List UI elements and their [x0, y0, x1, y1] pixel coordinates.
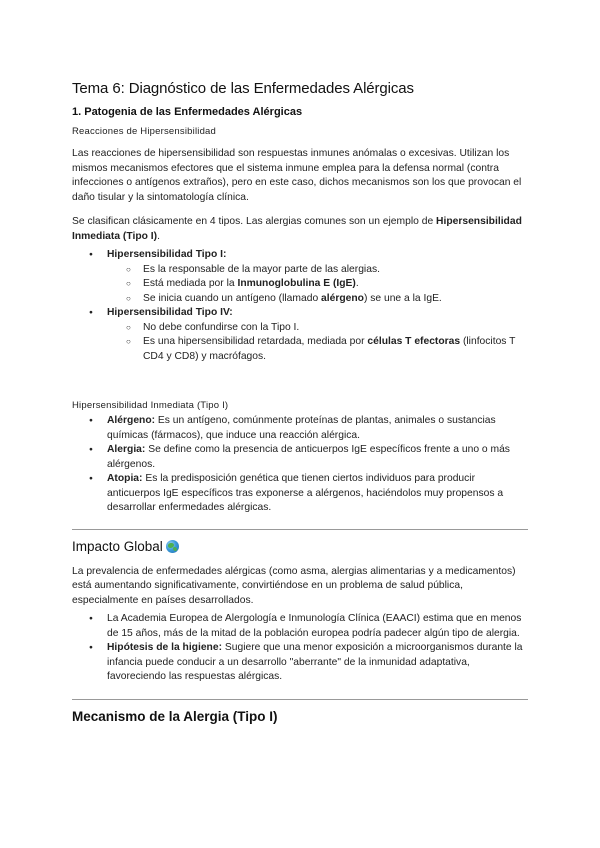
list-item: ○ Es la responsable de la mayor parte de las alergias.: [72, 263, 528, 278]
list-item-hygiene: ● Hipótesis de la higiene: Sugiere que una menor exposición a microorganismos durante la infancia puede conducir a un desarrollo "aberrante" de la inmunidad adaptativa, favoreciendo las respuestas alérgicas.: [72, 641, 528, 685]
list-item-type1: ● Hipersensibilidad Tipo I: ○ Es la responsable de la mayor parte de las alergias. ○ Está mediada por la Inmunoglobulina E (IgE). ○ Se inicia cuando un antígeno (llamado alérgeno) se une a la IgE.: [72, 248, 528, 306]
list-item-eaaci: ● La Academia Europea de Alergología e Inmunología Clínica (EAACI) estima que en menos de 15 años, más de la mitad de la población europea podría padecer algún tipo de alergia.: [72, 612, 528, 641]
list-item: ○ No debe confundirse con la Tipo I.: [72, 321, 528, 336]
document-page: [72, 80, 528, 735]
definitions-list: [72, 414, 528, 516]
paragraph-prevalence: La prevalencia de enfermedades alérgicas (como asma, alergias alimentarias y a medicamentos) está aumentando significativamente, convirtiéndose en un problema de salud pública, especialmente en países desarrollados.: [72, 565, 516, 606]
list-item-alergeno: ● Alérgeno: Es un antígeno, comúnmente proteínas de plantas, animales o sustancias químicas (fármacos), que induce una reacción alérgica.: [72, 414, 528, 443]
page-title: Tema 6: Diagnóstico de las Enfermedades Alérgicas: [72, 80, 414, 97]
section-heading-impacto: Impacto Global: [72, 539, 528, 554]
type4-sublist: [72, 321, 528, 365]
impact-list: [72, 612, 528, 685]
section-heading-mecanismo: Mecanismo de la Alergia (Tipo I): [72, 708, 278, 724]
list-item: ○ Se inicia cuando un antígeno (llamado alérgeno) se une a la IgE.: [72, 292, 528, 307]
type1-sublist: [72, 263, 528, 307]
subheading-reacciones: Reacciones de Hipersensibilidad: [72, 126, 217, 137]
list-item-type4: ● Hipersensibilidad Tipo IV: ○ No debe confundirse con la Tipo I. ○ Es una hipersensibilidad retardada, mediada por células T efectoras (linfocitos T CD4 y CD8) y macrófagos.: [72, 306, 528, 364]
section-heading-patogenia: 1. Patogenia de las Enfermedades Alérgicas: [72, 106, 303, 118]
globe-icon: [166, 540, 179, 553]
list-item: ○ Está mediada por la Inmunoglobulina E (IgE).: [72, 277, 528, 292]
list-item: ○ Es una hipersensibilidad retardada, mediada por células T efectoras (linfocitos T CD4 y CD8) y macrófagos.: [72, 335, 528, 364]
subheading-inmediata: Hipersensibilidad Inmediata (Tipo I): [72, 400, 229, 411]
list-item-atopia: ● Atopia: Es la predisposición genética que tienen ciertos individuos para producir anticuerpos IgE específicos tras exponerse a alérgenos, haciéndolos muy propensos a desarrollar enfermedades alérgicas.: [72, 472, 528, 516]
list-item-alergia: ● Alergia: Se define como la presencia de anticuerpos IgE específicos frente a uno o más alérgenos.: [72, 443, 528, 472]
paragraph-intro: Las reacciones de hipersensibilidad son respuestas inmunes anómalas o excesivas. Utilizan los mismos mecanismos efectores que el sistema inmune emplea para la defensa normal (contra infecciones o antígenos extraños), pero en este caso, dichos mecanismos son los que provocan el daño tisular y la sintomatología clínica.: [72, 148, 522, 203]
hypersensitivity-types-list: [72, 248, 528, 364]
paragraph-classification: Se clasifican clásicamente en 4 tipos. Las alergias comunes son un ejemplo de Hipersensibilidad Inmediata (Tipo I).: [72, 216, 522, 242]
